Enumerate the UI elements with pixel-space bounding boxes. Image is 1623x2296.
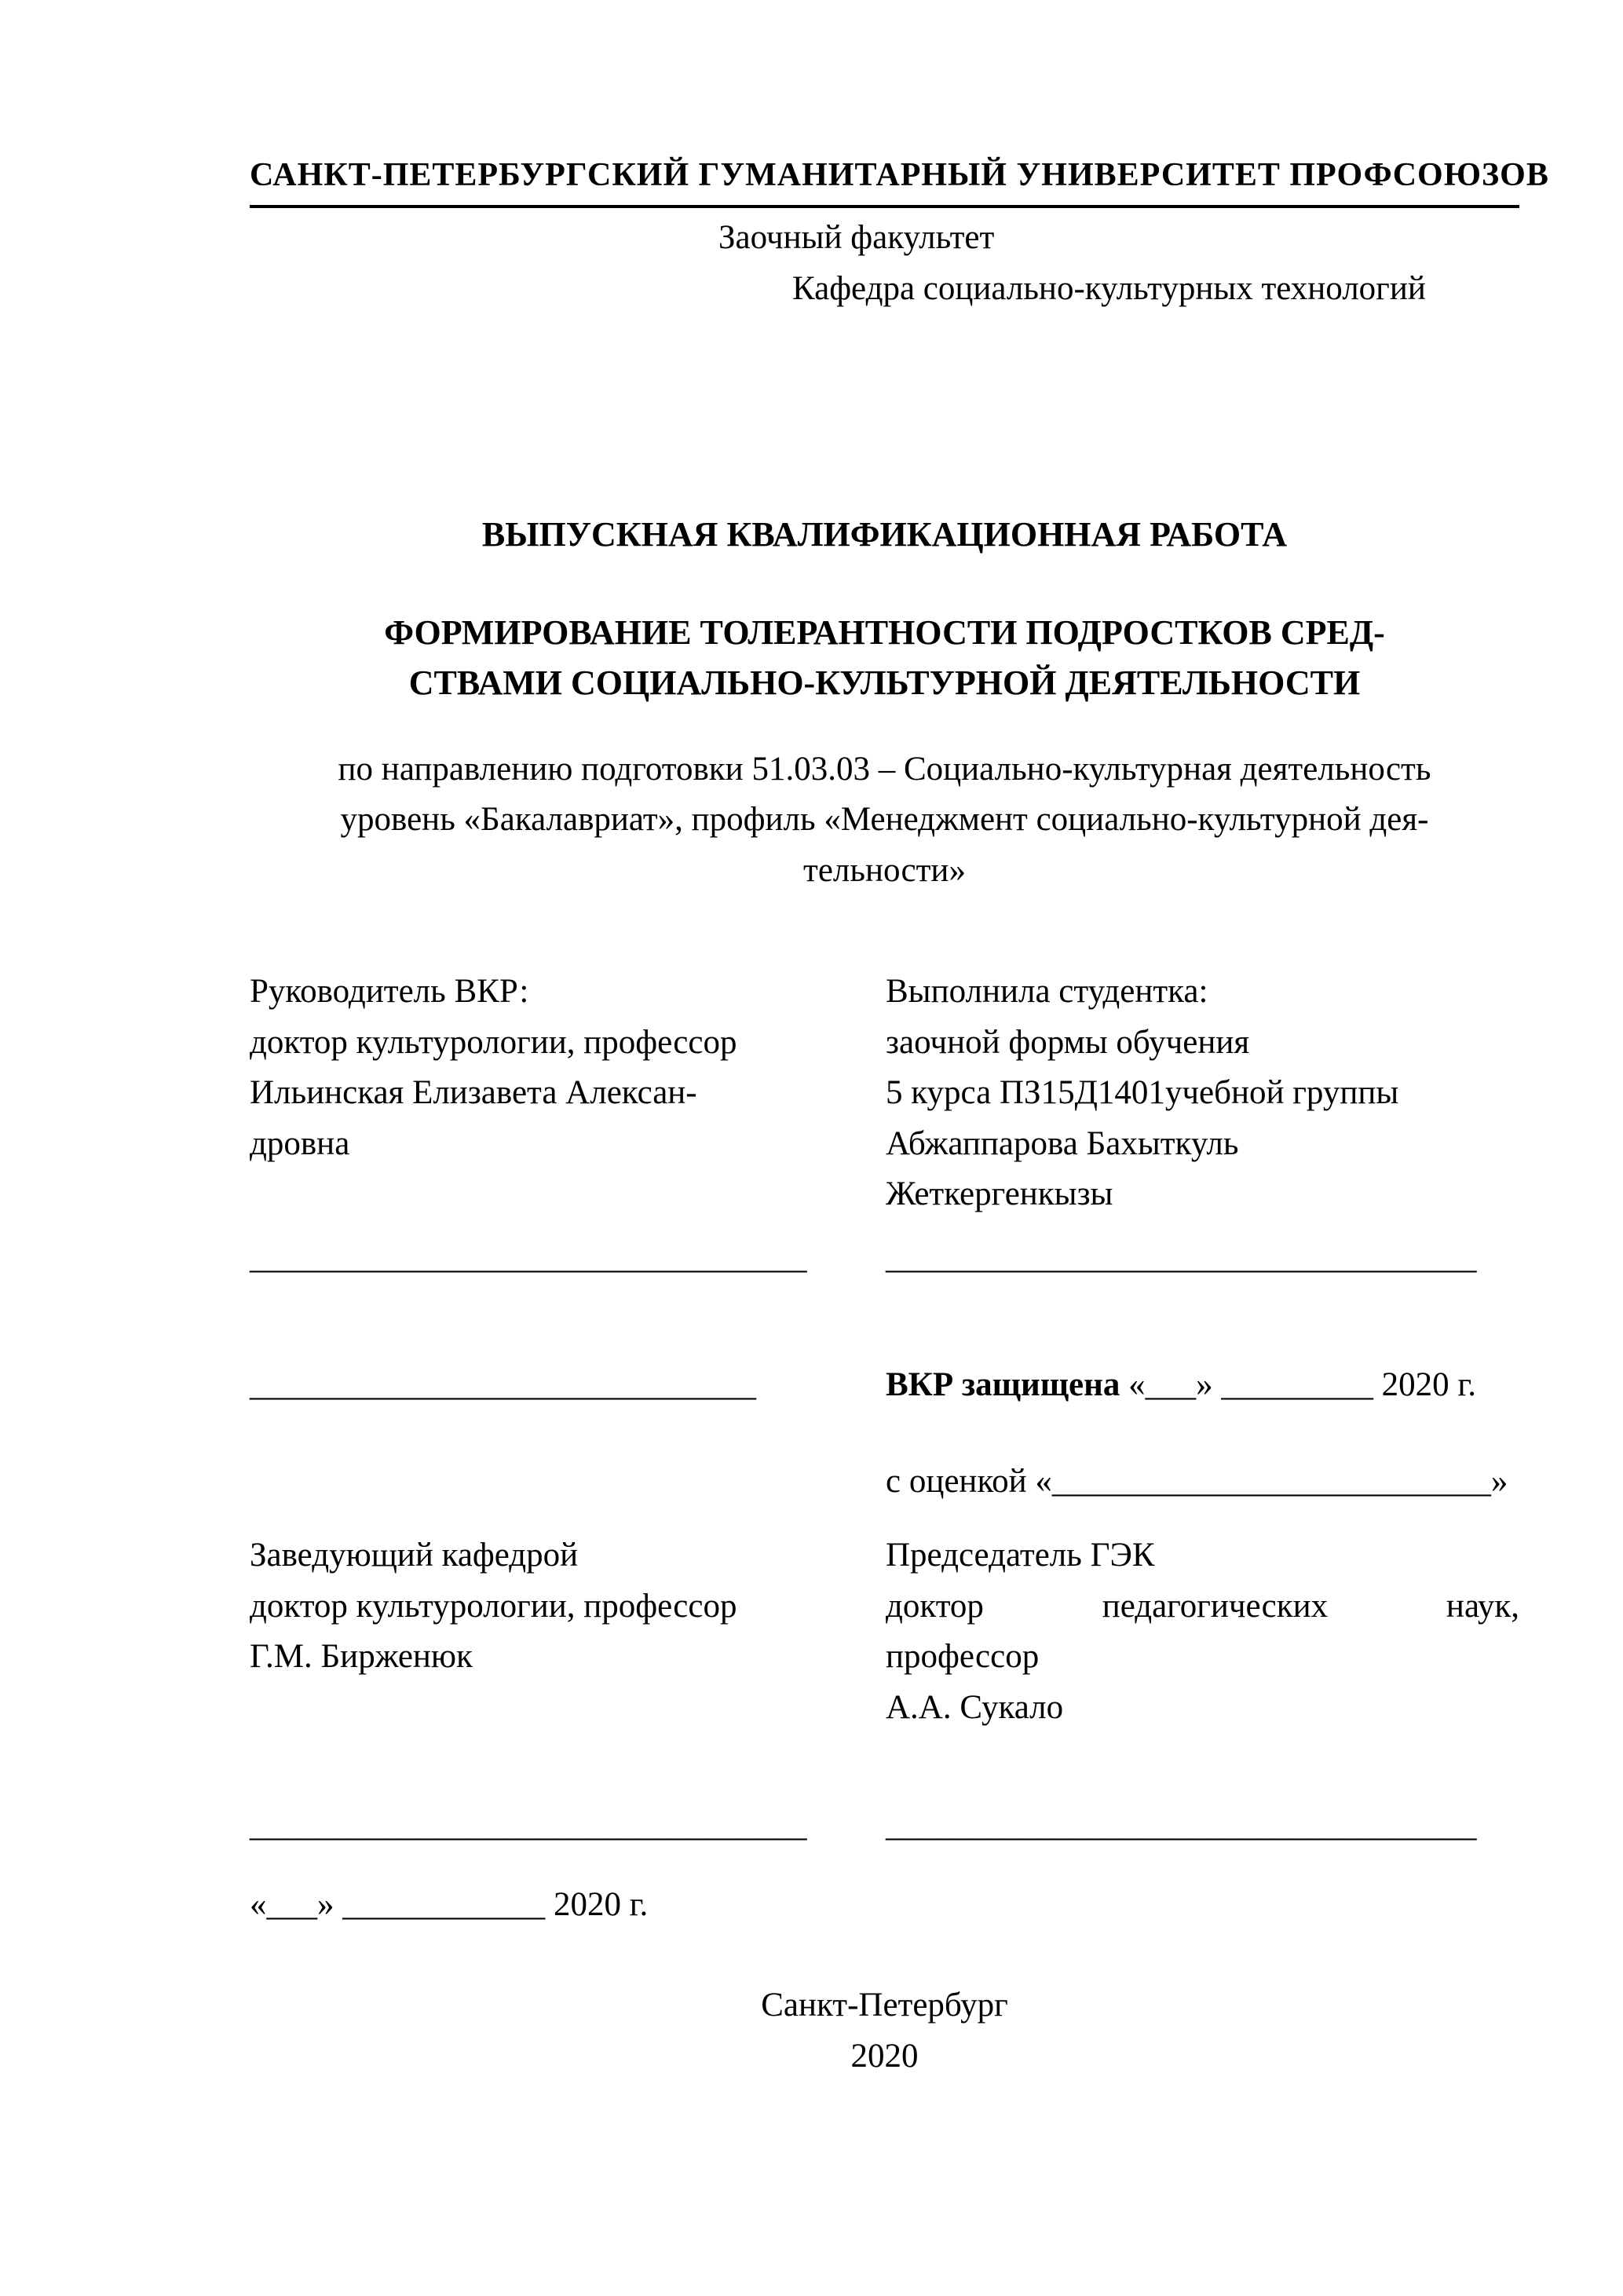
thesis-title-line-2: СТВАМИ СОЦИАЛЬНО-КУЛЬТУРНОЙ ДЕЯТЕЛЬНОСТИ xyxy=(408,663,1361,702)
department-head-name: Г.М. Бирженюк xyxy=(250,1638,473,1676)
grade-line: с оценкой «__________________________» xyxy=(886,1462,1508,1500)
department-head-degree: доктор культурологии, профессор xyxy=(250,1587,737,1625)
supervisor-degree: доктор культурологии, профессор xyxy=(250,1023,737,1061)
supervisor-name-line-1: Ильинская Елизавета Алексан- xyxy=(250,1074,697,1112)
footer xyxy=(250,1980,1519,2082)
student-signature-line: ___________________________________ xyxy=(886,1238,1477,1276)
program-line-1: по направлению подготовки 51.03.03 – Социально-культурная деятельность xyxy=(338,750,1431,788)
university-header xyxy=(250,151,1549,208)
people-row-2 xyxy=(250,1530,1519,1733)
thesis-title xyxy=(250,608,1519,708)
committee-chair-block xyxy=(886,1530,1519,1733)
department-head-title: Заведующий кафедрой xyxy=(250,1537,579,1574)
supervisor-name-line-2: дровна xyxy=(250,1124,350,1162)
committee-chair-degree: доктор педагогических наук, xyxy=(886,1587,1519,1625)
student-block xyxy=(886,967,1519,1220)
program-line-2: уровень «Бакалавриат», профиль «Менеджмент социально-культурной дея- xyxy=(340,801,1429,839)
defense-signature-line: ______________________________ xyxy=(250,1366,756,1404)
year: 2020 xyxy=(850,2037,919,2075)
defense-label-bold: ВКР защищена xyxy=(886,1366,1120,1404)
work-type-heading: ВЫПУСКНАЯ КВАЛИФИКАЦИОННАЯ РАБОТА xyxy=(481,515,1288,554)
defense-statement xyxy=(886,1360,1519,1411)
student-study-form: заочной формы обучения xyxy=(886,1023,1250,1061)
defense-label-rest: «___» _________ 2020 г. xyxy=(1128,1366,1476,1404)
department-head-block xyxy=(250,1530,886,1683)
university-name: САНКТ-ПЕТЕРБУРГСКИЙ ГУМАНИТАРНЫЙ УНИВЕРСИТЕТ ПРОФСОЮЗОВ xyxy=(250,157,1549,193)
city: Санкт-Петербург xyxy=(761,1987,1008,2024)
grade-row xyxy=(250,1457,1519,1508)
signature-row-1 xyxy=(250,1233,1519,1284)
department-name: Кафедра социально-культурных технологий xyxy=(792,269,1426,307)
supervisor-block xyxy=(250,967,886,1169)
program-line-3: тельности» xyxy=(803,851,966,889)
defense-row xyxy=(250,1360,1519,1411)
supervisor-signature-line: _________________________________ xyxy=(250,1238,807,1276)
department-head-signature-line: _________________________________ xyxy=(250,1807,807,1844)
committee-chair-signature-line: ___________________________________ xyxy=(886,1807,1477,1844)
student-name-line-2: Жеткергенкызы xyxy=(886,1175,1113,1213)
faculty-name: Заочный факультет xyxy=(718,219,995,256)
supervisor-label: Руководитель ВКР: xyxy=(250,973,529,1011)
program-description xyxy=(250,744,1519,897)
people-row-1 xyxy=(250,967,1519,1220)
signature-row-2 xyxy=(250,1801,1519,1852)
student-name-line-1: Абжаппарова Бахыткуль xyxy=(886,1124,1239,1162)
thesis-title-line-1: ФОРМИРОВАНИЕ ТОЛЕРАНТНОСТИ ПОДРОСТКОВ СРЕД- xyxy=(384,613,1385,652)
committee-chair-name: А.А. Сукало xyxy=(886,1688,1064,1726)
student-label: Выполнила студентка: xyxy=(886,973,1208,1011)
committee-chair-title: Председатель ГЭК xyxy=(886,1537,1155,1574)
committee-chair-rank: профессор xyxy=(886,1638,1040,1676)
student-group: 5 курса ПЗ15Д1401учебной группы xyxy=(886,1074,1399,1112)
department-head-date-line: «___» ____________ 2020 г. xyxy=(250,1885,649,1923)
